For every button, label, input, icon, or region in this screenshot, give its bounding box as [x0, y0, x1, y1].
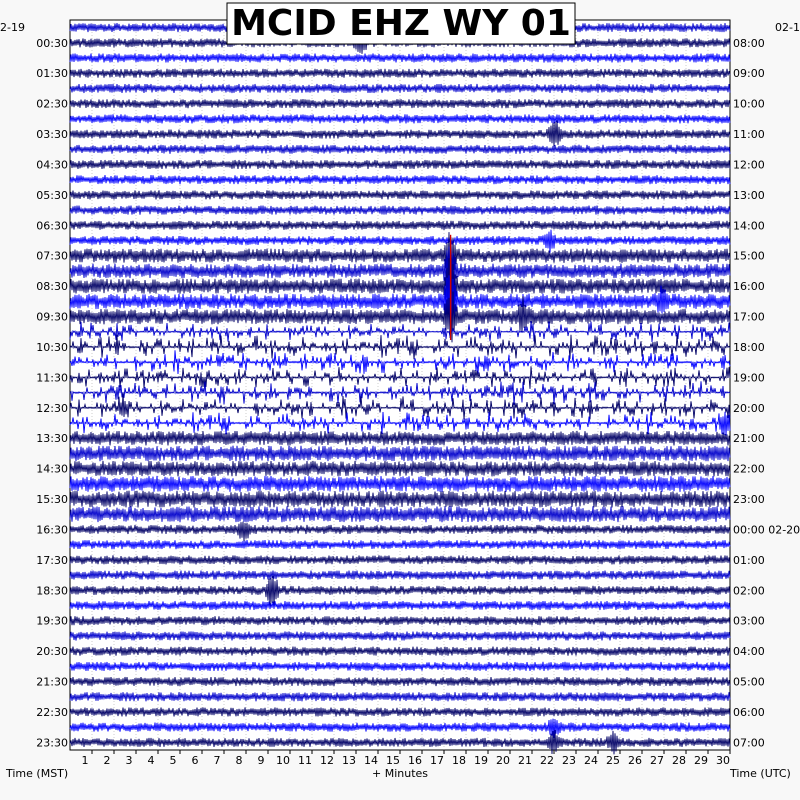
left-time-label: 21:30	[36, 675, 68, 689]
right-time-label: 07:00	[733, 736, 765, 750]
x-tick-label: 11	[298, 754, 312, 767]
left-time-label: 01:30	[36, 67, 68, 81]
x-tick-label: 27	[650, 754, 664, 767]
x-tick-label: 8	[235, 754, 243, 767]
left-time-label: 02:30	[36, 97, 68, 111]
right-time-label: 22:00	[733, 462, 765, 476]
left-time-label: 10:30	[36, 341, 68, 354]
x-tick-label: 19	[474, 754, 488, 767]
left-time-label: 00:30	[36, 36, 68, 50]
left-time-label: 23:30	[36, 736, 68, 750]
x-tick-label: 20	[496, 754, 510, 767]
left-time-label: 11:30	[36, 371, 68, 385]
x-tick-labels	[82, 750, 731, 767]
left-time-label: 04:30	[36, 158, 68, 172]
left-time-label: 18:30	[36, 584, 68, 598]
x-axis-title: + Minutes	[371, 767, 429, 780]
x-tick-label: 1	[81, 754, 89, 767]
x-tick-label: 23	[562, 754, 576, 767]
left-time-label: 07:30	[36, 249, 68, 263]
left-time-label: 17:30	[36, 553, 68, 567]
left-time-label: 03:30	[36, 128, 68, 142]
right-time-label: 21:00	[733, 432, 765, 446]
right-time-label: 19:00	[733, 371, 765, 385]
right-time-label: 00:00 02-20	[733, 523, 800, 537]
left-time-label: 19:30	[36, 614, 68, 628]
left-time-labels	[36, 37, 68, 750]
left-time-label: 16:30	[36, 523, 68, 537]
left-time-label: 09:30	[36, 310, 68, 324]
x-tick-label: 30	[716, 754, 730, 767]
x-tick-label: 12	[320, 754, 334, 767]
x-tick-label: 4	[147, 754, 155, 767]
left-corner-date: 2-19	[0, 21, 25, 34]
right-time-label: 06:00	[733, 706, 765, 719]
x-tick-label: 14	[364, 754, 378, 767]
x-tick-label: 24	[584, 754, 598, 767]
x-tick-label: 28	[672, 754, 686, 767]
x-tick-label: 15	[386, 754, 400, 767]
right-time-label: 04:00	[733, 645, 765, 659]
x-tick-label: 2	[103, 754, 111, 767]
right-time-label: 17:00	[733, 310, 765, 324]
right-time-labels	[733, 37, 800, 750]
left-time-label: 22:30	[36, 706, 68, 719]
right-time-label: 20:00	[733, 401, 765, 415]
left-axis-title: Time (MST)	[6, 767, 69, 780]
left-time-label: 14:30	[36, 462, 68, 476]
left-time-label: 12:30	[36, 401, 68, 415]
right-time-label: 11:00	[733, 128, 765, 142]
right-time-label: 10:00	[733, 97, 765, 111]
right-time-label: 01:00	[733, 553, 765, 567]
left-time-label: 15:30	[36, 493, 68, 507]
right-time-label: 05:00	[733, 675, 765, 689]
x-tick-label: 26	[628, 754, 642, 767]
x-tick-label: 21	[518, 754, 532, 767]
x-tick-label: 10	[276, 754, 290, 767]
right-time-label: 09:00	[733, 67, 765, 81]
right-time-label: 08:00	[733, 36, 765, 50]
right-time-label: 14:00	[733, 219, 765, 233]
right-corner-date: 02-1	[775, 21, 800, 34]
right-time-label: 23:00	[733, 493, 765, 507]
x-tick-label: 13	[342, 754, 356, 767]
x-tick-label: 25	[606, 754, 620, 767]
x-tick-label: 5	[169, 754, 177, 767]
x-tick-label: 7	[213, 754, 221, 767]
right-time-label: 03:00	[733, 614, 765, 628]
right-time-label: 15:00	[733, 249, 765, 263]
x-tick-label: 18	[452, 754, 466, 767]
right-time-label: 18:00	[733, 341, 765, 354]
x-tick-label: 9	[257, 754, 265, 767]
x-tick-label: 29	[694, 754, 708, 767]
left-time-label: 13:30	[36, 432, 68, 446]
right-time-label: 02:00	[733, 584, 765, 598]
right-time-label: 16:00	[733, 280, 765, 294]
right-time-label: 12:00	[733, 158, 765, 172]
x-tick-label: 6	[191, 754, 199, 767]
x-tick-label: 17	[430, 754, 444, 767]
chart-title: MCID EHZ WY 01	[231, 3, 571, 44]
left-time-label: 08:30	[36, 280, 68, 294]
left-time-label: 20:30	[36, 645, 68, 659]
left-time-label: 06:30	[36, 219, 68, 233]
x-tick-label: 3	[125, 754, 133, 767]
x-tick-label: 22	[540, 754, 554, 767]
x-tick-label: 16	[408, 754, 422, 767]
right-axis-title: Time (UTC)	[730, 767, 791, 780]
left-time-label: 05:30	[36, 188, 68, 202]
right-time-label: 13:00	[733, 188, 765, 202]
